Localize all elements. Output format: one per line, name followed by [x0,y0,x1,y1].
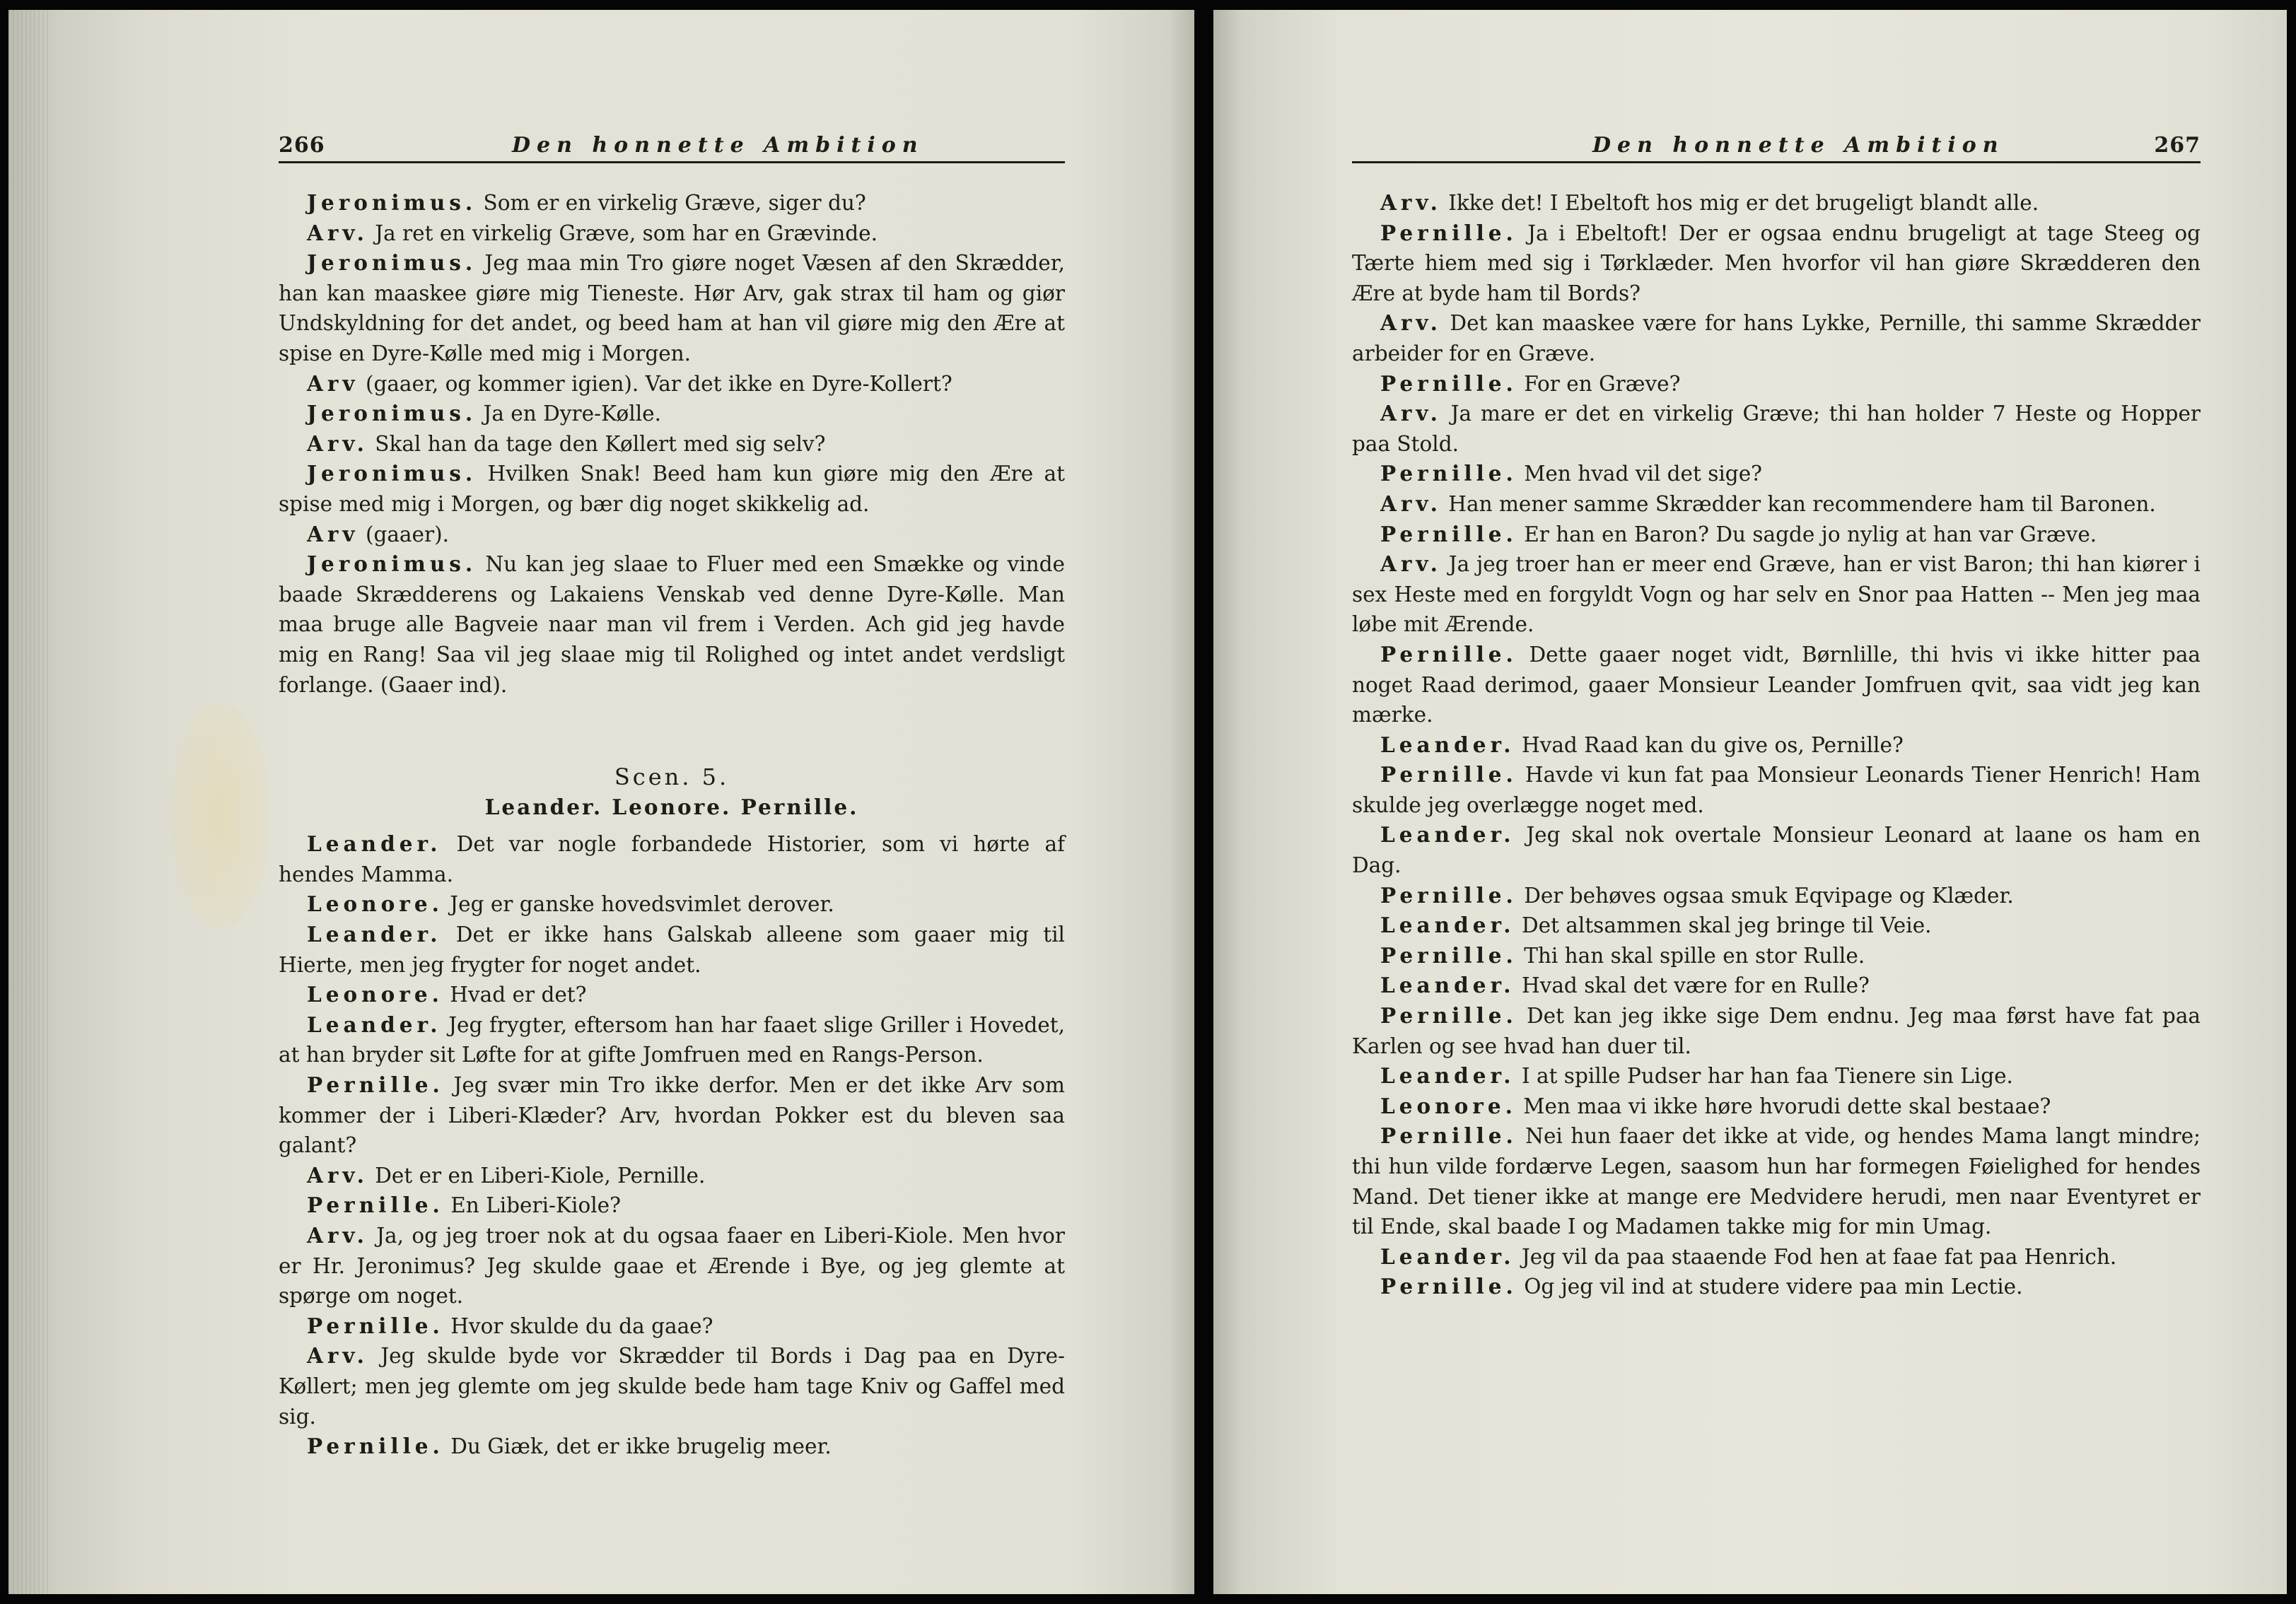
speaker-name: Pernille. [1380,370,1517,396]
line-text: Det er en Liberi-Kiole, Pernille. [368,1163,706,1188]
speaker-name: Leander. [1380,1243,1515,1269]
speaker-name: Leander. [307,922,442,947]
line-text: Hvad skal det være for en Rulle? [1515,973,1870,998]
dialogue-line [279,1432,1065,1462]
speaker-name: Leonore. [1380,1093,1517,1118]
dialogue-line [1352,218,2201,309]
speaker-name: Leander. [1380,913,1515,938]
line-text: Ja i Ebeltoft! Der er ogsaa endnu brugeligt at tage Steeg og Tærte hiem med sig i Tørklæder. Men hvorfor vil han giøre Skrædderen den Ære at byde ham til Bords? [1352,221,2201,305]
line-text: Som er en virkelig Græve, siger du? [477,191,866,215]
line-text: Der behøves ogsaa smuk Eqvipage og Klæder. [1517,883,2014,908]
speaker-name: Leonore. [307,982,443,1007]
dialogue-line [1352,1091,2201,1122]
line-text: Hvor skulde du da gaae? [443,1313,713,1338]
line-text: Ja, og jeg troer nok at du ogsaa faaer en Liberi-Kiole. Men hvor er Hr. Jeronimus? Jeg skulde gaae et Ærende i Bye, og jeg glemte at spørge om noget. [279,1224,1065,1309]
line-text: Jeg skal nok overtale Monsieur Leonard at laane os ham en Dag. [1352,823,2201,878]
line-text: Jeg vil da paa staaende Fod hen at faae fat paa Henrich. [1515,1244,2117,1269]
speaker-name: Jeronimus. [307,461,477,486]
scene-cast: Leander. Leonore. Pernille. [484,794,859,819]
line-text: Skal han da tage den Køllert med sig selv? [368,431,826,456]
line-text: Hvilken Snak! Beed ham kun giøre mig den Ære at spise med mig i Morgen, og bær dig noget skikkelig ad. [279,462,1065,516]
speaker-name: Arv. [307,431,368,456]
line-text: Ja mare er det en virkelig Græve; thi han holder 7 Heste og Hopper paa Stold. [1352,402,2201,456]
left-page-body [279,188,1065,1462]
line-text: Havde vi kun fat paa Monsieur Leonards Tiener Henrich! Ham skulde jeg overlægge noget med. [1352,763,2201,817]
dialogue-line [279,429,1065,459]
speaker-name: Pernille. [1380,1123,1517,1149]
speaker-name: Arv. [307,220,368,245]
speaker-name: Arv. [307,1223,368,1248]
line-text: I at spille Pudser har han faa Tienere sin Lige. [1515,1064,2013,1089]
dialogue-line [279,549,1065,700]
dialogue-line [1352,1121,2201,1241]
dialogue-line [1352,640,2201,730]
dialogue-line [1352,520,2201,550]
line-text: For en Græve? [1517,371,1681,396]
speaker-name: Pernille. [1380,942,1517,968]
dialogue-line [1352,911,2201,941]
dialogue-line [1352,489,2201,520]
speaker-name: Pernille. [1380,1003,1517,1029]
dialogue-line [279,920,1065,980]
dialogue-line [1352,308,2201,368]
dialogue-line [279,1311,1065,1342]
line-text: Det altsammen skal jeg bringe til Veie. [1515,913,1932,938]
line-text: (gaaer, og kommer igien). Var det ikke en Dyre-Kollert? [359,371,952,396]
dialogue-line [279,829,1065,889]
speaker-name: Jeronimus. [307,190,477,215]
speaker-name: Leonore. [307,891,443,917]
dialogue-line [1352,188,2201,218]
line-text: Det er ikke hans Galskab alleene som gaaer mig til Hierte, men jeg frygter for noget andet. [279,923,1065,977]
running-title: Den honnette Ambition [1592,133,2005,158]
dialogue-line [1352,760,2201,820]
right-page-body [1352,188,2201,1302]
dialogue-line [1352,459,2201,489]
line-text: Jeg frygter, eftersom han har faaet slige Griller i Hovedet, at han bryder sit Løfte for at gifte Jomfruen med en Rangs-Person. [279,1012,1065,1067]
dialogue-line [1352,1001,2201,1061]
page-edge-lines [8,10,51,1594]
speaker-name: Arv. [307,1343,368,1369]
speaker-name: Pernille. [1380,641,1517,667]
left-page-header [279,124,1065,163]
dialogue-line [279,1190,1065,1221]
line-text: Det kan maaskee være for hans Lykke, Pernille, thi samme Skrædder arbeider for en Græve. [1352,311,2201,365]
dialogue-line [1352,399,2201,459]
line-text: Er han en Baron? Du sagde jo nylig at han var Græve. [1517,522,2097,546]
dialogue-block [279,188,1065,700]
dialogue-line [1352,730,2201,761]
right-page [1213,10,2287,1594]
speaker-name: Arv. [1380,491,1442,516]
dialogue-line [279,218,1065,249]
dialogue-line [279,520,1065,550]
dialogue-line [279,980,1065,1010]
speaker-name: Pernille. [307,1313,444,1338]
dialogue-line [1352,369,2201,399]
dialogue-line [279,399,1065,429]
line-text: Han mener samme Skrædder kan recommendere ham til Baronen. [1441,491,2156,516]
dialogue-line [1352,941,2201,971]
line-text: Det var nogle forbandede Historier, som vi hørte af hendes Mamma. [279,832,1065,886]
speaker-name: Arv. [1380,551,1442,577]
scene-title: Scen. 5. [614,763,730,791]
speaker-name: Leander. [1380,973,1515,998]
speaker-name: Pernille. [1380,1274,1517,1299]
dialogue-line [1352,820,2201,880]
line-text: Ja ret en virkelig Græve, som har en Grævinde. [368,221,878,245]
speaker-name: Pernille. [307,1072,444,1098]
dialogue-line [279,889,1065,920]
dialogue-line [1352,971,2201,1001]
speaker-name: Arv [307,521,359,546]
dialogue-line [1352,881,2201,911]
page-number: 266 [279,133,325,158]
dialogue-line [279,248,1065,368]
speaker-name: Jeronimus. [307,401,477,426]
speaker-name: Jeronimus. [307,551,477,577]
speaker-name: Jeronimus. [307,250,477,276]
line-text: Men hvad vil det sige? [1517,462,1762,486]
dialogue-block [1352,188,2201,1302]
line-text: (gaaer). [359,522,449,546]
left-page [8,10,1194,1594]
line-text: Nu kan jeg slaae to Fluer med een Smække og vinde baade Skrædderens og Lakaiens Venskab ved denne Dyre-Kølle. Man maa bruge alle Bagveie naar man vil frem i Verden. Ach gid jeg havde mig en Rang! Saa vil jeg slaae mig til Rolighed og intet andet verdsligt forlange. (Gaaer ind). [279,552,1065,697]
speaker-name: Leander. [1380,822,1515,848]
line-text: Jeg svær min Tro ikke derfor. Men er det ikke Arv som kommer der i Liberi-Klæder? Arv, hvordan Pokker est du bleven saa galant? [279,1073,1065,1158]
speaker-name: Arv. [307,1162,368,1188]
right-page-header [1352,124,2201,163]
dialogue-line [279,369,1065,399]
speaker-name: Pernille. [1380,882,1517,908]
dialogue-line [279,1221,1065,1311]
dialogue-line [279,188,1065,218]
page-number: 267 [2154,133,2201,158]
speaker-name: Leander. [307,1012,442,1037]
paper-stain [171,703,270,929]
dialogue-line [1352,549,2201,640]
line-text: Dette gaaer noget vidt, Børnlille, thi hvis vi ikke hitter paa noget Raad derimod, gaaer Monsieur Leander Jomfruen qvit, saa vidt jeg kan mærke. [1352,642,2201,727]
speaker-name: Arv [307,370,359,396]
dialogue-line [279,1070,1065,1161]
line-text: Thi han skal spille en stor Rulle. [1517,943,1865,968]
dialogue-line [1352,1061,2201,1091]
dialogue-line [1352,1272,2201,1302]
line-text: Ja en Dyre-Kølle. [477,402,661,426]
speaker-name: Leander. [1380,732,1515,757]
line-text: Jeg maa min Tro giøre noget Væsen af den Skrædder, han kan maaskee giøre mig Tieneste. Hør Arv, gak strax til ham og giør Undskyldning for det andet, og beed ham at han vil giøre mig den Ære at spise en Dyre-Kølle med mig i Morgen. [279,251,1065,365]
speaker-name: Leander. [1380,1063,1515,1089]
line-text: Jeg er ganske hovedsvimlet derover. [443,892,834,917]
speaker-name: Pernille. [1380,461,1517,486]
speaker-name: Pernille. [307,1193,444,1218]
line-text: Ja jeg troer han er meer end Græve, han er vist Baron; thi han kiører i sex Heste med en forgyldt Vogn og har selv en Snor paa Hatten -- Men jeg maa løbe mit Ærende. [1352,552,2201,637]
speaker-name: Leander. [307,831,442,857]
line-text: Hvad Raad kan du give os, Pernille? [1515,732,1904,757]
line-text: Hvad er det? [443,983,587,1007]
speaker-name: Arv. [1380,310,1442,336]
dialogue-line [279,459,1065,519]
speaker-name: Pernille. [1380,220,1517,245]
line-text: Men maa vi ikke høre hvorudi dette skal bestaae? [1516,1094,2051,1118]
speaker-name: Pernille. [1380,762,1517,788]
speaker-name: Arv. [1380,190,1442,215]
line-text: Du Giæk, det er ikke brugelig meer. [443,1434,832,1459]
line-text: En Liberi-Kiole? [443,1193,621,1218]
speaker-name: Pernille. [1380,521,1517,546]
line-text: Og jeg vil ind at studere videre paa min Lectie. [1517,1275,2023,1299]
running-title: Den honnette Ambition [512,133,924,158]
dialogue-line [1352,1242,2201,1272]
dialogue-line [279,1010,1065,1070]
dialogue-block [279,829,1065,1461]
line-text: Det kan jeg ikke sige Dem endnu. Jeg maa først have fat paa Karlen og see hvad han duer til. [1352,1004,2201,1058]
line-text: Nei hun faaer det ikke at vide, og hendes Mama langt mindre; thi hun vilde fordærve Legen, saasom hun har formegen Føielighed for hendes Mand. Det tiener ikke at mange ere Medvidere herudi, men naar Eventyret er til Ende, skal baade I og Madamen takke mig for min Umag. [1352,1124,2201,1239]
speaker-name: Arv. [1380,401,1442,426]
dialogue-line [279,1161,1065,1191]
dialogue-line [279,1341,1065,1432]
speaker-name: Pernille. [307,1434,444,1459]
line-text: Ikke det! I Ebeltoft hos mig er det brugeligt blandt alle. [1441,191,2039,215]
line-text: Jeg skulde byde vor Skrædder til Bords i Dag paa en Dyre-Køllert; men jeg glemte om jeg skulde bede ham tage Kniv og Gaffel med sig. [279,1344,1065,1429]
